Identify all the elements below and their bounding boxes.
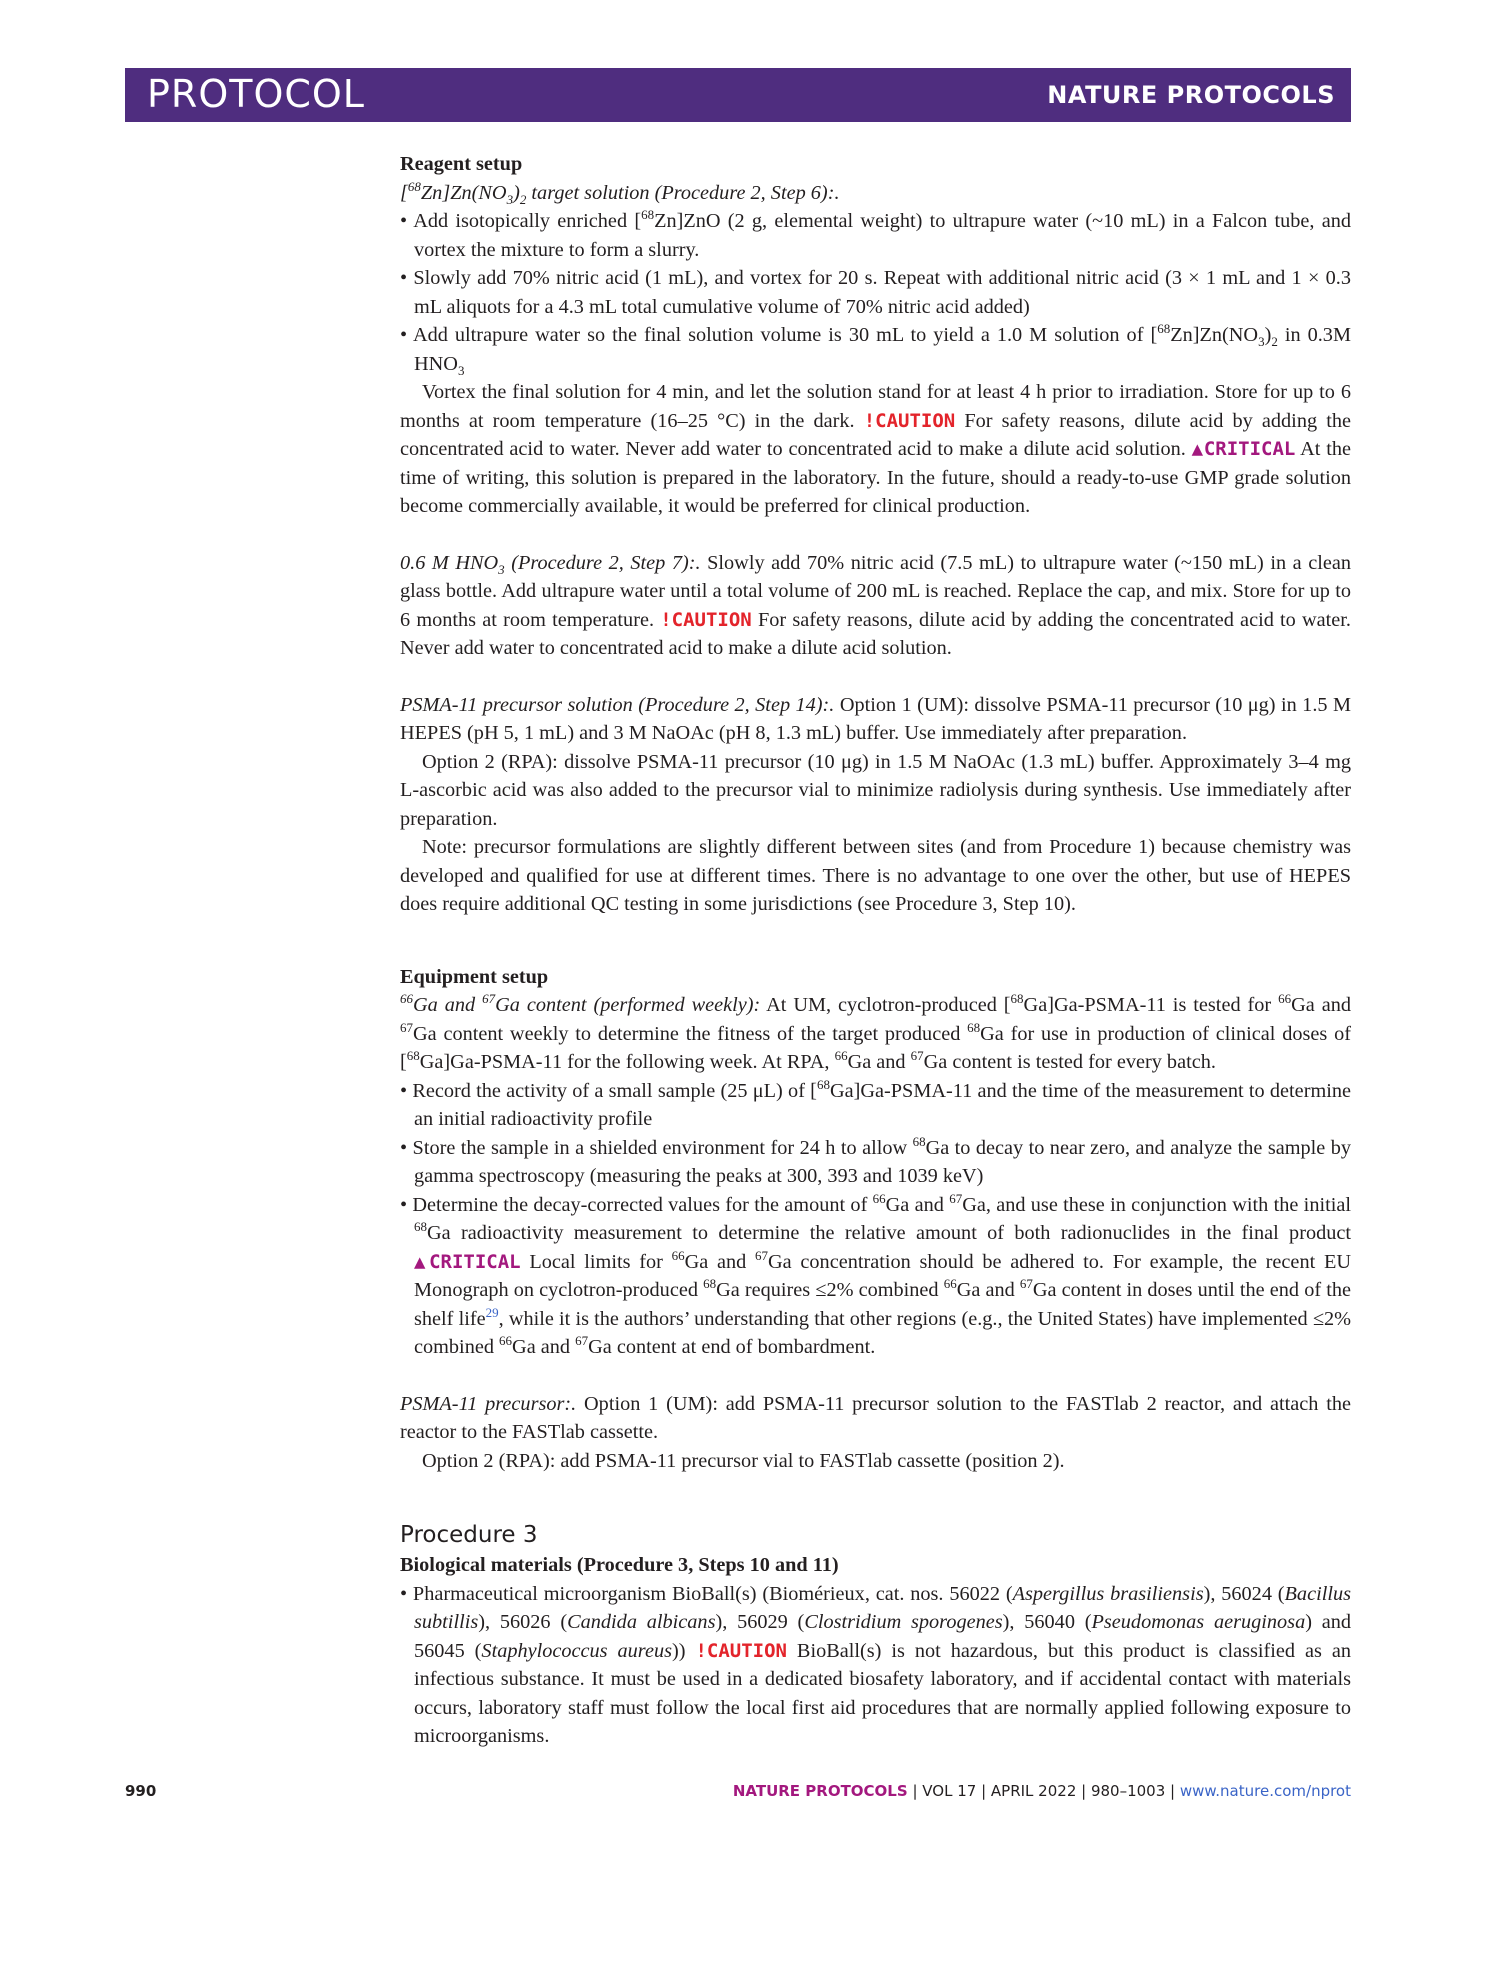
equipment-setup-heading: Equipment setup	[400, 965, 549, 988]
section-label: PROTOCOL	[147, 72, 365, 116]
journal-url-link[interactable]: www.nature.com/nprot	[1179, 1782, 1351, 1800]
procedure-3-heading: Procedure 3	[400, 1522, 538, 1548]
paragraph: Vortex the final solution for 4 min, and let the solution stand for at least 4 h prior to irradiation. Store for up to 6 months at room temperature (16–25 °C) in the dark. !CAUTION For safety reasons, dilute acid by adding the concentrated acid to water. Never add water to concentrated acid to make a dilute acid solution. ▲CRITICAL At the time of writing, this solution is prepared in the laboratory. In the future, should a ready-to-use GMP grade solution become commercially available, it would be preferred for clinical production.	[400, 381, 1352, 517]
list-item: • Store the sample in a shielded environment for 24 h to allow $^{68}$Ga to decay to near zero, and analyze the sample by gamma spectroscopy (measuring the peaks at 300, 393 and 1039 keV)	[400, 1133, 1351, 1187]
critical-label: ▲CRITICAL	[414, 1250, 521, 1273]
note: Note: precursor formulations are slightly different between sites (and from Procedure 1) because chemistry was developed and qualified for use at different times. There is no advantage to one over the other, but use of HEPES does require additional QC testing in some jurisdictions (see Procedure 3, Step 10).	[400, 836, 1351, 915]
caution-label: !CAUTION	[660, 608, 752, 631]
paragraph: PSMA-11 precursor:. Option 1 (UM): add PSMA-11 precursor solution to the FASTlab 2 reactor, and attach the reactor to the FASTlab cassette.	[400, 1392, 1351, 1443]
paragraph: 0.6 M $HNO_3$ (Procedure 2, Step 7):. Slowly add 70% nitric acid (7.5 mL) to ultrapure water (~150 mL) in a clean glass bottle. Add ultrapure water until a total volume of 200 mL is reached. Replace the cap, and mix. Store for up to 6 months at room temperature. !CAUTION For safety reasons, dilute acid by adding the concentrated acid to water. Never add water to concentrated acid to make a dilute acid solution.	[400, 551, 1352, 659]
reference-link[interactable]: 29	[485, 1304, 499, 1320]
journal-name: NATURE PROTOCOLS	[1047, 81, 1335, 109]
caution-label: !CAUTION	[695, 1639, 787, 1662]
citation: NATURE PROTOCOLS | VOL 17 | APRIL 2022 | 980–1003 | www.nature.com/nprot	[732, 1782, 1351, 1800]
list-item: • Record the activity of a small sample (25 μL) of [$^{68}$Ga]Ga-PSMA-11 and the time of the measurement to determine an initial radioactivity profile	[400, 1076, 1351, 1130]
page-header	[125, 68, 1351, 122]
paragraph: Option 2 (RPA): add PSMA-11 precursor vial to FASTlab cassette (position 2).	[422, 1449, 1065, 1472]
list-item: • Add isotopically enriched [$^{68}$Zn]ZnO (2 g, elemental weight) to ultrapure water (~10 mL) in a Falcon tube, and vortex the mixture to form a slurry.	[400, 207, 1351, 261]
biological-materials-heading: Biological materials (Procedure 3, Steps 10 and 11)	[400, 1554, 839, 1576]
paragraph: PSMA-11 precursor solution (Procedure 2, Step 14):. Option 1 (UM): dissolve PSMA-11 precursor (10 μg) in 1.5 M HEPES (pH 5, 1 mL) and 3 M NaOAc (pH 8, 1.3 mL) buffer. Use immediately after preparation.	[400, 693, 1352, 744]
page-footer	[125, 1782, 1351, 1806]
paragraph: Option 2 (RPA): dissolve PSMA-11 precursor (10 μg) in 1.5 M NaOAc (1.3 mL) buffer. Approximately 3–4 mg L-ascorbic acid was also added to the precursor vial to minimize radiolysis during synthesis. Use immediately after preparation.	[400, 750, 1351, 830]
reagent-setup-heading: Reagent setup	[400, 153, 523, 175]
list-item: • Slowly add 70% nitric acid (1 mL), and vortex for 20 s. Repeat with additional nitric acid (3 × 1 mL and 1 × 0.3 mL aliquots for a 4.3 mL total cumulative volume of 70% nitric acid added)	[400, 267, 1351, 318]
list-item: • Determine the decay-corrected values for the amount of $^{66}$Ga and $^{67}$Ga, and use these in conjunction with the initial $^{68}$Ga radioactivity measurement to determine the relative amount of both radionuclides in the final product ▲CRITICAL Local limits for $^{66}$Ga and $^{67}$Ga concentration should be adhered to. For example, the recent EU Monograph on cyclotron-produced $^{68}$Ga requires ≤2% combined $^{66}$Ga and $^{67}$Ga content in doses until the end of the shelf life$^{29}$, while it is the authors’ understanding that other regions (e.g., the United States) have implemented ≤2% combined $^{66}$Ga and $^{67}$Ga content at end of bombardment.	[400, 1190, 1351, 1358]
critical-label: ▲CRITICAL	[1191, 438, 1296, 460]
paragraph: $^{66}$Ga and $^{67}$Ga content (performed weekly): At UM, cyclotron-produced [$^{68}$Ga]Ga-PSMA-11 is tested for $^{66}$Ga and $^{67}$Ga content weekly to determine the fitness of the target produced $^{68}$Ga for use in production of clinical doses of [$^{68}$Ga]Ga-PSMA-11 for the following week. At RPA, $^{66}$Ga and $^{67}$Ga content is tested for every batch.	[400, 991, 1351, 1073]
caution-label: !CAUTION	[863, 409, 956, 432]
target-solution-title: $[^{68}Zn]Zn(NO_3)_2$ target solution (Procedure 2, Step 6):.	[400, 178, 840, 207]
list-item: • Pharmaceutical microorganism BioBall(s) (Biomérieux, cat. nos. 56022 (Aspergillus brasiliensis), 56024 (Bacillus subtillis), 56026 (Candida albicans), 56029 (Clostridium sporogenes), 56040 (Pseudomonas aeruginosa) and 56045 (Staphylococcus aureus)) !CAUTION BioBall(s) is not hazardous, but this product is classified as an infectious substance. It must be used in a dedicated biosafety laboratory, and if accidental contact with materials occurs, laboratory staff must follow the local first aid procedures that are normally applied following exposure to microorganisms.	[400, 1582, 1352, 1747]
list-item: • Add ultrapure water so the final solution volume is 30 mL to yield a 1.0 M solution of $[^{68}Zn]Zn(NO_3)_2$ in 0.3M $HNO_3$	[400, 321, 1351, 378]
article-body	[400, 150, 1351, 1751]
page-number: 990	[125, 1782, 157, 1800]
